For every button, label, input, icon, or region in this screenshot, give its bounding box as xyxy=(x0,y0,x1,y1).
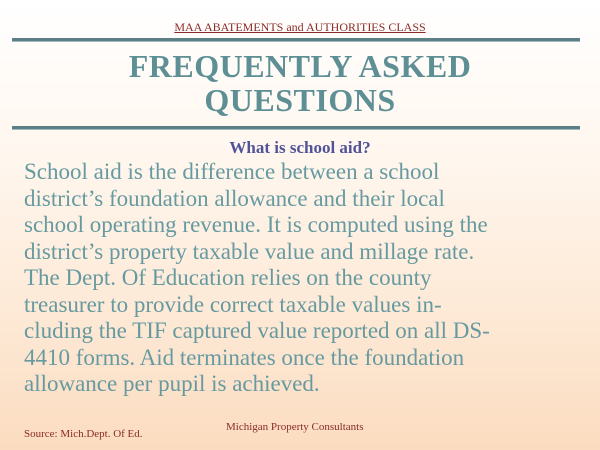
source-citation: Source: Mich.Dept. Of Ed. xyxy=(24,428,143,440)
slide-title xyxy=(0,49,600,117)
answer-line: The Dept. Of Education relies on the county xyxy=(24,265,432,290)
class-header-text: MAA ABATEMENTS and AUTHORITIES CLASS xyxy=(174,20,426,34)
answer-paragraph xyxy=(24,159,584,398)
answer-line: cluding the TIF captured value reported on all DS- xyxy=(24,318,490,343)
answer-line: School aid is the difference between a school xyxy=(24,159,440,184)
slide-title-line-2: QUESTIONS xyxy=(204,82,396,118)
answer-line: school operating revenue. It is computed using the xyxy=(24,212,488,237)
answer-line: allowance per pupil is achieved. xyxy=(24,371,320,396)
top-divider xyxy=(12,38,580,41)
answer-line: district’s property taxable value and millage rate. xyxy=(24,238,475,264)
answer-line: district’s foundation allowance and their local xyxy=(24,185,445,211)
question-heading: What is school aid? xyxy=(229,138,371,157)
answer-line: 4410 forms. Aid terminates once the foundation xyxy=(24,344,465,370)
class-header xyxy=(0,20,600,34)
company-credit: Michigan Property Consultants xyxy=(226,421,364,433)
bottom-divider xyxy=(12,126,580,129)
answer-line: treasurer to provide correct taxable values in- xyxy=(24,291,442,317)
slide-title-line-1: FREQUENTLY ASKED xyxy=(128,48,472,84)
